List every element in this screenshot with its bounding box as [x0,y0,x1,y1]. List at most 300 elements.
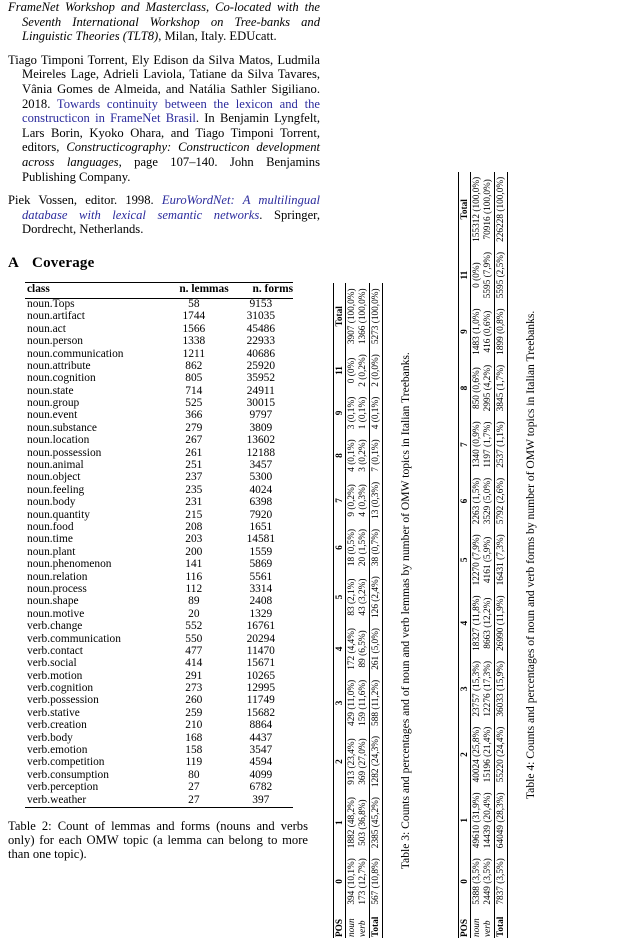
lemma-count-cell: 552 [185,620,203,633]
lemma-count-cell: 279 [185,421,203,434]
table-4-head [459,172,471,938]
count-percent-cell: 4 (0,1%) [346,439,357,472]
form-count-cell: 14581 [246,533,276,546]
reference-entry [8,53,320,184]
topic-count-header: 3 [334,675,346,731]
count-percent-cell: 155312 (100,0%) [471,176,482,242]
topic-count-header: 6 [459,473,471,529]
table-row [25,782,293,794]
table-row [346,283,358,938]
topic-class-cell: noun.artifact [27,310,85,323]
lemma-count-cell: 267 [185,434,203,447]
form-count-cell: 3809 [249,421,273,434]
topic-count-header: 4 [459,590,471,655]
pos-column-header: POS [334,910,346,938]
form-count-cell: 1329 [249,607,273,620]
count-percent-cell: 55220 (24,4%) [495,722,507,788]
form-count-cell: 30015 [246,397,276,410]
lemma-count-cell: 414 [185,657,203,670]
form-count-cell: 15682 [246,706,276,719]
topic-count-header: 7 [334,477,346,524]
topic-class-cell: verb.social [27,657,77,670]
lemma-count-cell: 1744 [182,310,206,323]
topic-class-cell: verb.motion [27,669,83,682]
count-percent-cell: 12276 (17,3%) [483,660,494,717]
topic-class-cell: noun.state [27,384,74,397]
lemma-count-cell: 550 [185,632,203,645]
form-count-cell: 5300 [249,471,273,484]
table-row [25,621,293,633]
count-percent-cell: 2385 (45,2%) [370,792,382,853]
count-percent-cell: 89 (6,5%) [358,630,369,668]
table-row [25,509,293,521]
left-text-column [8,0,320,942]
topic-class-cell: verb.perception [27,781,99,794]
lemma-count-cell: 259 [185,706,203,719]
form-count-cell: 25920 [246,359,276,372]
count-percent-cell: 12270 (7,9%) [471,534,482,586]
table-2-body [25,298,293,807]
topic-class-cell: noun.process [27,582,87,595]
appendix-letter: A [8,254,20,271]
pos-label-cell: verb [483,920,494,937]
count-percent-cell: 172 (4,4%) [346,627,357,670]
lemma-count-cell: 261 [185,446,203,459]
table-3-rotated-block [333,283,412,938]
lemma-count-cell: 805 [185,372,203,385]
topic-class-cell: verb.stative [27,706,80,719]
count-percent-cell: 369 (27,0%) [358,738,369,785]
table-row [25,546,293,558]
count-percent-cell: 43 (3,2%) [358,578,369,616]
reference-entry [8,0,320,44]
table-row [25,732,293,744]
count-percent-cell: 9 (0,2%) [346,484,357,517]
form-count-cell: 7920 [249,508,273,521]
table-2-col-lemmas: n. lemmas [159,282,229,298]
table-row [25,447,293,459]
topic-class-cell: verb.cognition [27,682,94,695]
reference-text: Piek Vossen, editor. 1998. [8,193,162,208]
lemma-count-cell: 119 [185,756,203,769]
lemma-count-cell: 251 [185,459,203,472]
lemma-count-cell: 237 [185,471,203,484]
count-percent-cell: 2537 (1,1%) [495,416,507,472]
topic-class-cell: noun.shape [27,595,79,608]
topic-class-cell: noun.location [27,434,90,447]
appendix-title: Coverage [32,254,95,271]
count-percent-cell: 18327 (11,8%) [471,595,482,651]
topic-class-cell: noun.relation [27,570,88,583]
count-percent-cell: 5792 (2,6%) [495,473,507,529]
count-percent-cell: 13 (0,3%) [370,477,382,524]
table-row [25,298,293,311]
count-percent-cell: 1882 (48,2%) [346,797,357,849]
reference-text: , Milan, Italy. EDUcatt. [158,29,277,44]
count-percent-cell: 850 (0,6%) [471,367,482,409]
table-row [25,745,293,757]
form-count-cell: 3314 [249,582,273,595]
table-row [495,172,507,938]
lemma-count-cell: 141 [185,558,203,571]
form-count-cell: 6398 [249,496,273,509]
count-percent-cell: 1899 (0,8%) [495,303,507,359]
topic-class-cell: noun.motive [27,607,85,620]
lemma-count-cell: 58 [188,297,200,310]
topic-class-cell: verb.contact [27,644,83,657]
count-percent-cell: 2 (0,2%) [358,354,369,387]
count-percent-cell: 3529 (5,0%) [483,477,494,525]
form-count-cell: 11470 [246,644,275,657]
count-percent-cell: 173 (12,7%) [358,858,369,905]
topic-class-cell: noun.body [27,496,76,509]
topic-class-cell: noun.group [27,397,80,410]
count-percent-cell: 588 (11,2%) [370,675,382,731]
form-count-cell: 397 [229,794,293,807]
reference-text: . Springer, Dordrecht, Netherlands. [22,207,320,237]
topic-class-cell: noun.event [27,409,78,422]
topic-count-header: 1 [334,792,346,853]
form-count-cell: 24911 [246,384,275,397]
topic-class-cell: verb.consumption [27,768,109,781]
table-row [25,398,293,410]
topic-count-header: Total [459,172,471,247]
count-percent-cell: 1197 (1,7%) [483,421,494,468]
pos-label-cell: Total [370,910,382,938]
count-percent-cell: 394 (10,1%) [346,858,357,905]
table-row [25,633,293,645]
form-count-cell: 22933 [246,335,276,348]
lemma-count-cell: 158 [185,744,203,757]
count-percent-cell: 49610 (31,9%) [471,792,482,849]
table-row [25,410,293,422]
count-percent-cell: 1282 (24,3%) [370,731,382,792]
lemma-count-cell: 203 [185,533,203,546]
table-2-col-forms: n. forms [229,282,293,298]
table-row [25,484,293,496]
table-row [25,522,293,534]
table-row [25,472,293,484]
reference-entry [8,193,320,237]
lemma-count-cell: 235 [185,483,203,496]
lemma-count-cell: 477 [185,644,203,657]
references-list [8,0,320,237]
count-percent-cell: 3845 (1,7%) [495,360,507,416]
topic-count-header: 2 [334,731,346,792]
lemma-count-cell: 273 [185,682,203,695]
count-percent-cell: 7 (0,1%) [370,434,382,477]
table-4-grid [458,172,508,938]
topic-count-header: 9 [334,392,346,435]
count-percent-cell: 0 (0%) [471,262,482,288]
count-percent-cell: 3 (0,1%) [346,396,357,430]
reference-text: Constructicography: Constructicon development across languages [22,140,320,169]
topic-count-header: 3 [459,656,471,722]
form-count-cell: 9153 [249,297,273,310]
table-4-caption: Table 4: Counts and percentages of noun and verb forms by number of OMW topics in Italian Treebanks. [523,310,537,800]
reference-text: . In Benjamin Lyngfelt, Lars Borin, Kyoko Ohara, and Tiago Timponi Torrent, editors, [22,111,320,155]
table-row [25,423,293,435]
lemma-count-cell: 27 [188,781,200,794]
form-count-cell: 35952 [246,372,276,385]
topic-class-cell: noun.phenomenon [27,558,112,571]
table-row [25,670,293,682]
table-row [25,757,293,769]
lemma-count-cell: 27 [159,794,229,807]
count-percent-cell: 261 (5,0%) [370,623,382,675]
count-percent-cell: 26990 (11,9%) [495,590,507,655]
table-row [471,172,483,938]
count-percent-cell: 15196 (21,4%) [483,726,494,783]
table-row [25,435,293,447]
count-percent-cell: 567 (10,8%) [370,853,382,909]
count-percent-cell: 5595 (2,5%) [495,247,507,303]
table-row [25,497,293,509]
table-row [25,460,293,472]
topic-count-header: 7 [459,416,471,472]
topic-class-cell: verb.weather [25,794,159,807]
table-row [25,559,293,571]
count-percent-cell: 4161 (5,9%) [483,536,494,584]
table-row [25,720,293,732]
count-percent-cell: 83 (2,1%) [346,578,357,616]
table-3-grid [333,283,383,938]
topic-class-cell: verb.creation [27,719,87,732]
form-count-cell: 3547 [249,744,273,757]
topic-count-header: 8 [459,360,471,416]
reference-link[interactable]: EuroWordNet: A multilingual database with lexical semantic networks [22,193,320,222]
count-percent-cell: 3907 (100,0%) [346,288,357,345]
count-percent-cell: 416 (0,6%) [483,310,494,353]
count-percent-cell: 1366 (100,0%) [358,288,369,345]
topic-count-header: 11 [459,247,471,303]
lemma-count-cell: 116 [185,570,203,583]
count-percent-cell: 2 (0,0%) [370,349,382,392]
count-percent-cell: 3 (0,2%) [358,439,369,472]
form-count-cell: 4594 [249,756,273,769]
count-percent-cell: 64049 (28,3%) [495,787,507,853]
form-count-cell: 45486 [246,322,276,335]
reference-text: Tiago Timponi Torrent, Ely Edison da Silva Matos, Ludmila Meireles Lage, Adrieli Laviola, Tatiane da Silva Tavares, Vânia Gomes de Almeida, and Natália Sathler Sigiliano. 2018. [8,52,320,111]
table-row [25,708,293,720]
count-percent-cell: 126 (2,4%) [370,571,382,623]
lemma-count-cell: 215 [185,508,203,521]
table-3-caption: Table 3: Counts and percentages and of noun and verb lemmas by number of OMW topics in Italian Treebanks. [398,352,412,870]
table-4-rotated-block [458,172,537,938]
count-percent-cell: 429 (11,0%) [346,679,357,726]
topic-class-cell: verb.change [27,620,83,633]
count-percent-cell: 14439 (20,4%) [483,792,494,849]
table-2-header-row [25,282,293,298]
pos-label-cell: verb [358,920,369,937]
form-count-cell: 10265 [246,669,276,682]
table-row [370,283,382,938]
topic-class-cell: noun.plant [27,545,76,558]
count-percent-cell: 4 (0,1%) [370,392,382,435]
lemma-count-cell: 20 [188,607,200,620]
form-count-cell: 8864 [249,719,273,732]
lemma-count-cell: 210 [185,719,203,732]
topic-class-cell: noun.possession [27,446,102,459]
table-row [25,769,293,781]
topic-count-header: 0 [334,853,346,909]
form-count-cell: 5561 [249,570,273,583]
lemma-count-cell: 231 [185,496,203,509]
form-count-cell: 4437 [249,731,273,744]
table-row [25,534,293,546]
table-row [25,571,293,583]
table-row [25,584,293,596]
topic-class-cell: verb.communication [27,632,121,645]
lemma-count-cell: 1338 [182,335,206,348]
lemma-count-cell: 862 [185,359,203,372]
form-count-cell: 20294 [246,632,276,645]
count-percent-cell: 5595 (7,9%) [483,251,494,299]
topic-class-cell: verb.competition [27,756,105,769]
reference-text: , page 107–140. John Benjamins Publishing Company. [22,154,320,184]
count-percent-cell: 2449 (3,5%) [483,858,494,905]
count-percent-cell: 1483 (1,0%) [471,308,482,355]
topic-class-cell: noun.substance [27,421,97,434]
table-row [483,172,495,938]
topic-class-cell: noun.cognition [27,372,96,385]
form-count-cell: 4024 [249,483,273,496]
table-row [25,608,293,620]
topic-class-cell: noun.food [27,520,74,533]
form-count-cell: 9797 [249,409,273,422]
table-2-head [25,282,293,298]
topic-count-header: 4 [334,623,346,675]
table-3-head [334,283,346,938]
form-count-cell: 3457 [249,459,273,472]
form-count-cell: 40686 [246,347,276,360]
table-2-caption: Table 2: Count of lemmas and forms (nouns and verbs only) for each OMW topic (a lemma can belong to more than one topic). [8,818,308,862]
count-percent-cell: 40024 (25,8%) [471,726,482,783]
form-count-cell: 1651 [249,520,273,533]
topic-class-cell: noun.animal [27,459,84,472]
table-2 [25,282,293,808]
lemma-count-cell: 1566 [182,322,206,335]
table-row [25,361,293,373]
appendix-heading [8,255,320,272]
lemma-count-cell: 80 [188,768,200,781]
topic-class-cell: noun.time [27,533,73,546]
form-count-cell: 4099 [249,768,273,781]
lemma-count-cell: 714 [185,384,203,397]
lemma-count-cell: 291 [185,669,203,682]
topic-class-cell: noun.feeling [27,483,85,496]
pos-label-cell: noun [471,918,482,937]
table-row [25,373,293,385]
form-count-cell: 12995 [246,682,276,695]
table-2-grid [25,282,293,808]
table-4-body [471,172,507,938]
topic-class-cell: verb.emotion [27,744,88,757]
lemma-count-cell: 200 [185,545,203,558]
count-percent-cell: 18 (0,5%) [346,528,357,567]
count-percent-cell: 1340 (0,9%) [471,421,482,468]
table-3-header-row [334,283,346,938]
count-percent-cell: 226228 (100,0%) [495,172,507,247]
count-percent-cell: 8663 (12,2%) [483,597,494,649]
pos-column-header: POS [459,910,471,938]
topic-count-header: 8 [334,434,346,477]
count-percent-cell: 16431 (7,3%) [495,529,507,590]
count-percent-cell: 70916 (100,0%) [483,179,494,240]
count-percent-cell: 2995 (4,2%) [483,364,494,412]
count-percent-cell: 2263 (1,5%) [471,477,482,525]
table-row [25,336,293,348]
lemma-count-cell: 366 [185,409,203,422]
form-count-cell: 31035 [246,310,276,323]
pos-label-cell: Total [495,910,507,938]
topic-count-header: 5 [459,529,471,590]
lemma-count-cell: 208 [185,520,203,533]
topic-count-header: 9 [459,303,471,359]
topic-class-cell: verb.body [27,731,73,744]
form-count-cell: 2408 [249,595,273,608]
topic-class-cell: noun.quantity [27,508,90,521]
form-count-cell: 16761 [246,620,276,633]
table-row [25,646,293,658]
form-count-cell: 1559 [249,545,273,558]
reference-link[interactable]: Towards continuity between the lexicon and the constructicon in FrameNet Brasil [22,96,320,126]
table-row [25,794,293,807]
form-count-cell: 11749 [246,694,275,707]
count-percent-cell: 20 (1,5%) [358,528,369,567]
topic-count-header: Total [334,283,346,349]
table-3-body [346,283,382,938]
topic-count-header: 1 [459,787,471,853]
lemma-count-cell: 168 [185,731,203,744]
topic-class-cell: noun.communication [27,347,124,360]
lemma-count-cell: 260 [185,694,203,707]
table-row [25,385,293,397]
topic-class-cell: noun.object [27,471,81,484]
count-percent-cell: 23757 (15,3%) [471,660,482,717]
count-percent-cell: 1 (0,1%) [358,396,369,430]
lemma-count-cell: 525 [185,397,203,410]
count-percent-cell: 913 (23,4%) [346,738,357,785]
table-row [25,683,293,695]
topic-count-header: 0 [459,853,471,909]
count-percent-cell: 5273 (100,0%) [370,283,382,349]
form-count-cell: 13602 [246,434,276,447]
count-percent-cell: 0 (0%) [346,357,357,384]
table-row [25,311,293,323]
topic-class-cell: noun.person [27,335,83,348]
form-count-cell: 6782 [249,781,273,794]
table-row [25,695,293,707]
table-2-col-class: class [25,282,159,298]
topic-count-header: 2 [459,722,471,788]
lemma-count-cell: 112 [185,582,203,595]
table-4-header-row [459,172,471,938]
reference-text: FrameNet Workshop and Masterclass, Co-located with the Seventh International Workshop on Tree-banks and Linguistic Theories (TLT8) [8,0,320,44]
count-percent-cell: 7837 (3,5%) [495,853,507,909]
topic-class-cell: noun.attribute [27,359,91,372]
topic-class-cell: noun.Tops [27,297,75,310]
form-count-cell: 15671 [246,657,276,670]
lemma-count-cell: 1211 [182,347,206,360]
form-count-cell: 5869 [249,558,273,571]
count-percent-cell: 5388 (3,5%) [471,858,482,905]
table-row [25,596,293,608]
count-percent-cell: 36033 (15,9%) [495,656,507,722]
topic-class-cell: noun.act [27,322,66,335]
count-percent-cell: 159 (11,6%) [358,679,369,726]
form-count-cell: 12188 [246,446,276,459]
